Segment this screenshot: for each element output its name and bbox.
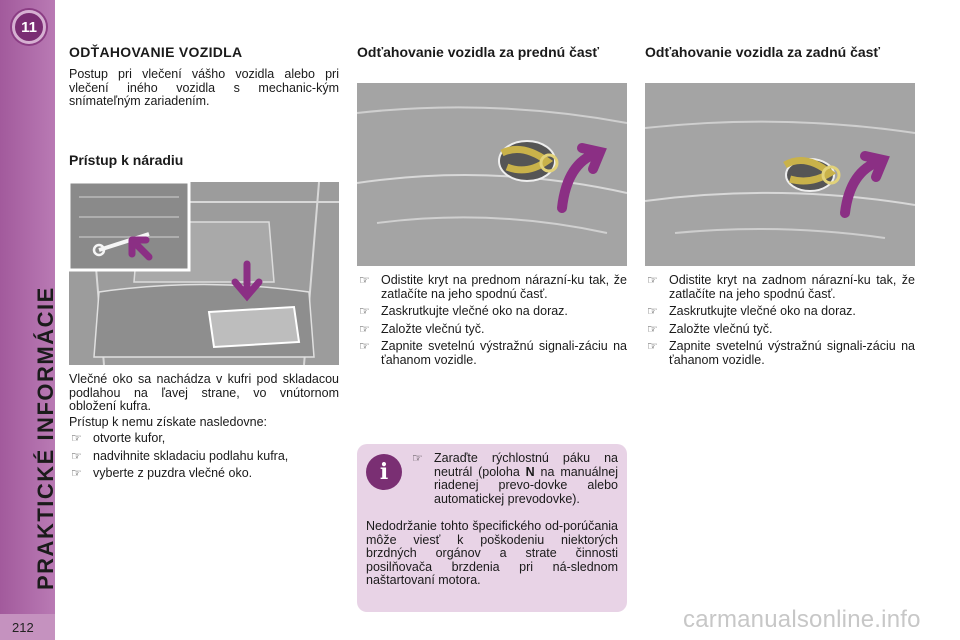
front-steps-list: [357, 274, 627, 371]
list-item: ☞ Zapnite svetelnú výstražnú signali-záciu na ťahanom vozidle.: [357, 340, 627, 367]
page-number: 212: [0, 614, 55, 640]
neutral-instruction-pre: Zaraďte rýchlostnú páku na neutrál (poloha: [434, 451, 618, 479]
chapter-title-vertical: PRAKTICKÉ INFORMÁCIE: [33, 286, 58, 590]
neutral-instruction-post: na manuálnej riadenej prevo-dovke alebo automatickej prevodovke).: [434, 464, 618, 506]
list-item: ☞ Odistite kryt na prednom nárazní-ku tak, že zatlačíte na jeho spodnú časť.: [357, 274, 627, 301]
info-icon: i: [366, 454, 402, 490]
location-paragraph: Vlečné oko sa nachádza v kufri pod skladacou podlahou na ľavej strane, vo vnútornom obložení kufra.: [69, 372, 339, 413]
rear-steps-list: [645, 274, 915, 371]
list-item: ☞ Založte vlečnú tyč.: [357, 323, 627, 337]
list-item: [410, 452, 618, 506]
rear-towing-title: Odťahovanie vozidla za zadnú časť: [645, 44, 881, 60]
trunk-illustration: [69, 182, 339, 365]
list-item: ☞ Odistite kryt na zadnom nárazní-ku tak, že zatlačíte na jeho spodnú časť.: [645, 274, 915, 301]
section-title: ODŤAHOVANIE VOZIDLA: [69, 44, 243, 60]
subsection-title: Prístup k náradiu: [69, 152, 184, 168]
access-intro: Prístup k nemu získate nasledovne:: [69, 415, 268, 429]
trunk-photo: [69, 182, 339, 365]
chapter-number-badge: 11: [12, 10, 46, 44]
rear-bumper-illustration: [645, 83, 915, 266]
front-bumper-illustration: [357, 83, 627, 266]
list-item: ☞ nadvihnite skladaciu podlahu kufra,: [69, 450, 339, 464]
access-steps-list: [69, 432, 339, 485]
list-item: ☞ Založte vlečnú tyč.: [645, 323, 915, 337]
list-item: ☞ Zaskrutkujte vlečné oko na doraz.: [645, 305, 915, 319]
rear-bumper-photo: [645, 83, 915, 266]
list-item: ☞ otvorte kufor,: [69, 432, 339, 446]
neutral-position-key: N: [525, 464, 535, 479]
info-warning-text: Nedodržanie tohto špecifického od-porúčania môže viesť k poškodeniu niektorých brzdných orgánov a strate činnosti posilňovača brzdenia pri ná-slednom naštartovaní motora.: [366, 519, 618, 587]
info-bullet-list: [410, 452, 618, 510]
front-towing-title: Odťahovanie vozidla za prednú časť: [357, 44, 600, 60]
list-item: ☞ vyberte z puzdra vlečné oko.: [69, 467, 339, 481]
front-bumper-photo: [357, 83, 627, 266]
intro-paragraph: Postup pri vlečení vášho vozidla alebo pri vlečení iného vozidla s mechanic-kým snímateľným zariadením.: [69, 67, 339, 108]
watermark: carmanualsonline.info: [683, 606, 921, 633]
list-item: ☞ Zapnite svetelnú výstražnú signali-záciu na ťahanom vozidle.: [645, 340, 915, 367]
list-item: ☞ Zaskrutkujte vlečné oko na doraz.: [357, 305, 627, 319]
